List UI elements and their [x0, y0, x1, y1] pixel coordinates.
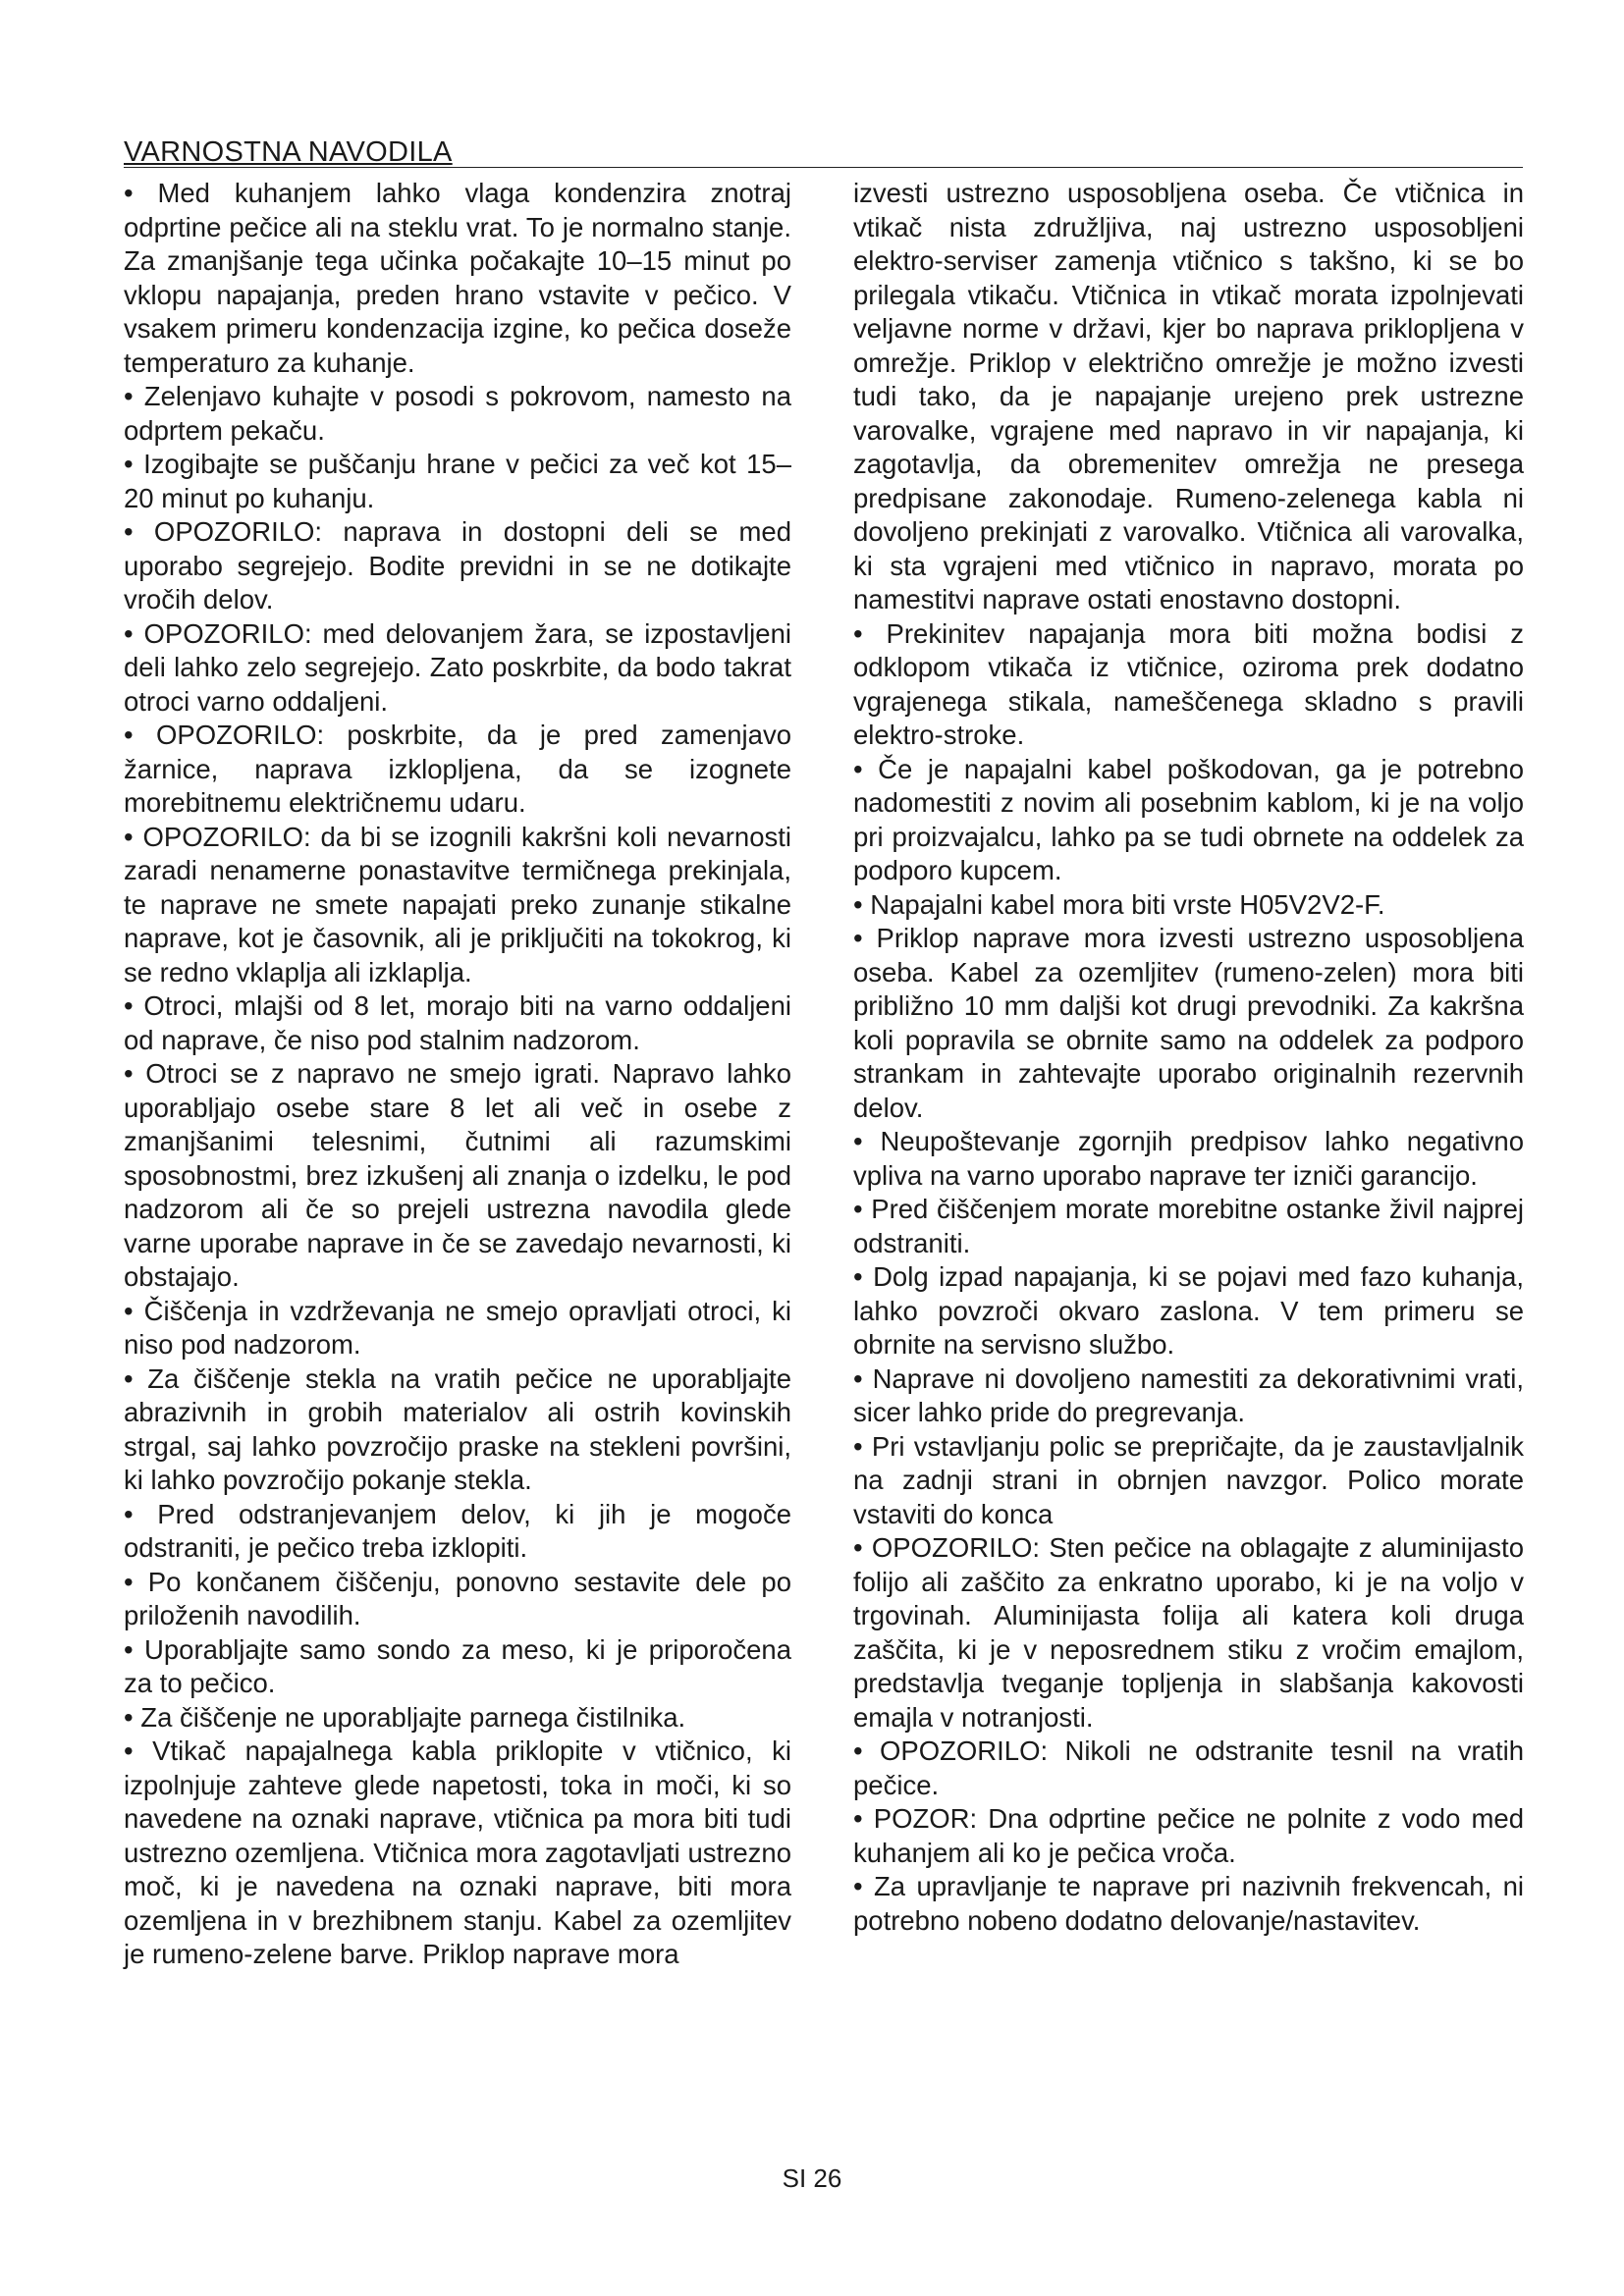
right-column [853, 177, 1524, 1938]
paragraph: • Vtikač napajalnega kabla priklopite v vtičnico, ki izpolnjuje zahteve glede napetosti, toka in moči, ki so navedene na oznaki naprave, vtičnica pa mora biti tudi ustrezno ozemljena. Vtičnica mora zagotavljati ustrezno moč, ki je navedena na oznaki naprave, biti mora ozemljena in v brezhibnem stanju. Kabel za ozemljitev je rumeno-zelene barve. Priklop naprave mora [124, 1735, 791, 1969]
paragraph: • Napajalni kabel mora biti vrste H05V2V2-F. [853, 888, 1385, 920]
paragraph: • OPOZORILO: naprava in dostopni deli se med uporabo segrejejo. Bodite previdni in se ne dotikajte vročih delov. [124, 516, 791, 614]
paragraph: • Prekinitev napajanja mora biti možna bodisi z odklopom vtikača iz vtičnice, oziroma prek dodatno vgrajenega stikala, nameščenega skladno s pravili elektro-stroke. [853, 617, 1524, 750]
paragraph: • OPOZORILO: Nikoli ne odstranite tesnil na vratih pečice. [853, 1735, 1524, 1800]
paragraph: • Med kuhanjem lahko vlaga kondenzira znotraj odprtine pečice ali na steklu vrat. To je normalno stanje. Za zmanjšanje tega učinka počakajte 10–15 minut po vklopu napajanja, preden hrano vstavite v pečico. V vsakem primeru kondenzacija izgine, ko pečica doseže temperaturo za kuhanje. [124, 178, 791, 378]
paragraph: • POZOR: Dna odprtine pečice ne polnite z vodo med kuhanjem ali ko je pečica vroča. [853, 1803, 1524, 1868]
paragraph: • Za upravljanje te naprave pri nazivnih frekvencah, ni potrebno nobeno dodatno delovanje/nastavitev. [853, 1871, 1524, 1936]
paragraph: • OPOZORILO: med delovanjem žara, se izpostavljeni deli lahko zelo segrejejo. Zato poskrbite, da bodo takrat otroci varno oddaljeni. [124, 617, 791, 717]
page-number: SI 26 [782, 2163, 842, 2193]
paragraph: izvesti ustrezno usposobljena oseba. Če vtičnica in vtikač nista združljiva, naj ustrezno usposobljeni elektro-serviser zamenja vtičnico s takšno, ki se bo prilegala vtikaču. Vtičnica in vtikač morata izpolnjevati veljavne norme v državi, kjer bo naprava priklopljena v omrežje. Priklop v električno omrežje je možno izvesti tudi tako, da je napajanje urejeno prek ustrezne varovalke, vgrajene med napravo in vir napajanja, ki zagotavlja, da obremenitev omrežja ne presega predpisane zakonodaje. Rumeno-zelenega kabla ni dovoljeno prekinjati z varovalko. Vtičnica ali varovalka, ki sta vgrajeni med vtičnico in napravo, morata po namestitvi naprave ostati enostavno dostopni. [853, 178, 1524, 614]
heading-rule [124, 167, 1523, 168]
paragraph: • Če je napajalni kabel poškodovan, ga je potrebno nadomestiti z novim ali posebnim kablom, ki je na voljo pri proizvajalcu, lahko pa se tudi obrnete na oddelek za podporo kupcem. [853, 753, 1524, 885]
paragraph: • Čiščenja in vzdrževanja ne smejo opravljati otroci, ki niso pod nadzorom. [124, 1295, 791, 1360]
paragraph: • Zelenjavo kuhajte v posodi s pokrovom, namesto na odprtem pekaču. [124, 381, 791, 446]
paragraph: • Pred odstranjevanjem delov, ki jih je mogoče odstraniti, je pečico treba izklopiti. [124, 1498, 791, 1563]
paragraph: • Uporabljajte samo sondo za meso, ki je priporočena za to pečico. [124, 1633, 791, 1698]
paragraph: • Pri vstavljanju polic se prepričajte, da je zaustavljalnik na zadnji strani in obrnjen navzgor. Polico morate vstaviti do konca [853, 1430, 1524, 1529]
paragraph: • Po končanem čiščenju, ponovno sestavite dele po priloženih navodilih. [124, 1566, 791, 1630]
paragraph: • Priklop naprave mora izvesti ustrezno usposobljena oseba. Kabel za ozemljitev (rumeno-zelen) mora biti približno 10 mm daljši kot drugi prevodniki. Za kakršna koli popravila se obrnite samo na oddelek za podporo strankam in zahtevajte uporabo originalnih rezervnih delov. [853, 923, 1524, 1123]
section-heading: VARNOSTNA NAVODILA [124, 136, 453, 168]
paragraph: • Izogibajte se puščanju hrane v pečici za več kot 15–20 minut po kuhanju. [124, 449, 791, 513]
paragraph: • Naprave ni dovoljeno namestiti za dekorativnimi vrati, sicer lahko pride do pregrevanja. [853, 1362, 1524, 1427]
left-column [124, 177, 791, 1972]
paragraph: • OPOZORILO: da bi se izognili kakršni koli nevarnosti zaradi nenamerne ponastavitve termičnega prekinjala, te naprave ne smete napajati preko zunanje stikalne naprave, kot je časovnik, ali je priključiti na tokokrog, ki se redno vklaplja ali izklaplja. [124, 821, 791, 988]
paragraph: • Za čiščenje ne uporabljajte parnega čistilnika. [124, 1701, 686, 1733]
paragraph: • Otroci, mlajši od 8 let, morajo biti na varno oddaljeni od naprave, če niso pod stalnim nadzorom. [124, 990, 791, 1055]
paragraph: • OPOZORILO: Sten pečice na oblagajte z aluminijasto folijo ali zaščito za enkratno uporabo, ki je na voljo v trgovinah. Aluminijasta folija ali katera koli druga zaščita, ki je v neposrednem stiku z vročim emajlom, predstavlja tveganje topljenja in slabšanja kakovosti emajla v notranjosti. [853, 1532, 1524, 1733]
paragraph: • Pred čiščenjem morate morebitne ostanke živil najprej odstraniti. [853, 1194, 1524, 1258]
paragraph: • Dolg izpad napajanja, ki se pojavi med fazo kuhanja, lahko povzroči okvaro zaslona. V tem primeru se obrnite na servisno službo. [853, 1261, 1524, 1360]
paragraph: • OPOZORILO: poskrbite, da je pred zamenjavo žarnice, naprava izklopljena, da se izognete morebitnemu električnemu udaru. [124, 720, 791, 818]
paragraph: • Za čiščenje stekla na vratih pečice ne uporabljajte abrazivnih in grobih materialov ali ostrih kovinskih strgal, saj lahko povzročijo praske na stekleni površini, ki lahko povzročijo pokanje stekla. [124, 1362, 791, 1495]
paragraph: • Neupoštevanje zgornjih predpisov lahko negativno vpliva na varno uporabo naprave ter izniči garancijo. [853, 1126, 1524, 1191]
paragraph: • Otroci se z napravo ne smejo igrati. Napravo lahko uporabljajo osebe stare 8 let ali več in osebe z zmanjšanimi telesnimi, čutnimi ali razumskimi sposobnostmi, brez izkušenj ali znanja o izdelku, le pod nadzorom ali če so prejeli ustrezna navodila glede varne uporabe naprave in če se zavedajo nevarnosti, ki obstajajo. [124, 1058, 791, 1292]
